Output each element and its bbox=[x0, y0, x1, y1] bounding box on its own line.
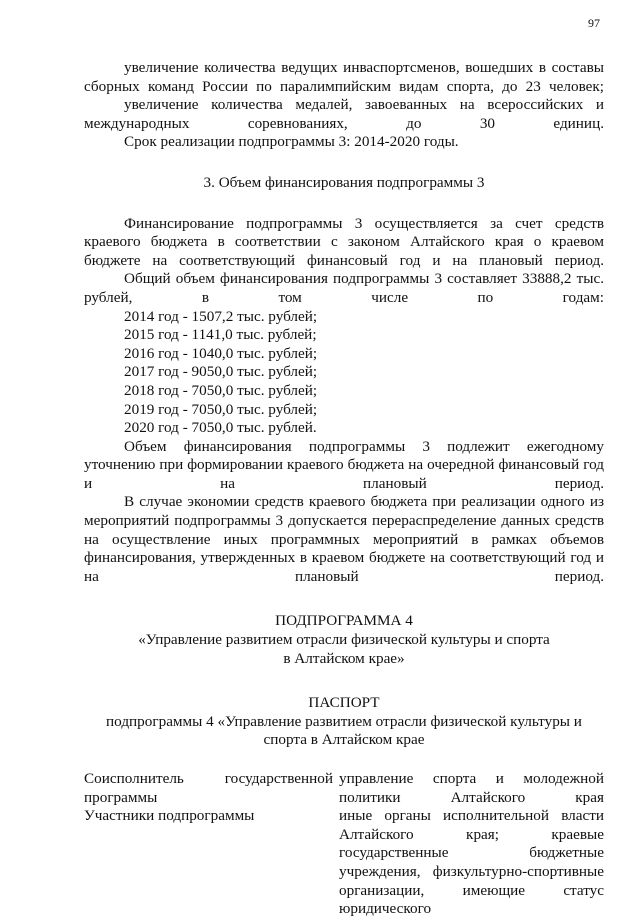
passport-table bbox=[84, 770, 604, 919]
passport-row-label: Соисполнитель государственной программы bbox=[84, 770, 333, 806]
year-list bbox=[84, 308, 604, 438]
year-item: 2016 год - 1040,0 тыс. рублей; bbox=[124, 344, 318, 362]
paragraph-invasport: увеличение количества ведущих инваспортсменов, вошедших в составы сборных команд России по паралимпийским видам спорта, до 23 человек; bbox=[84, 59, 604, 95]
passport-row-value: управление спорта и молодежной политики Алтайского края bbox=[339, 770, 604, 806]
subprogram-4-title-line1: «Управление развитием отрасли физической культуры и спорта bbox=[138, 631, 550, 649]
paragraph-term: Срок реализации подпрограммы 3: 2014-2020 годы. bbox=[124, 133, 459, 151]
paragraph-savings: В случае экономии средств краевого бюджета при реализации одного из мероприятий подпрограммы 3 допускается перераспределение данных средств на осуществление иных программных мероприятий в рамках объемов финансирования, утвержденных в краевом бюджете на соответствующий год и на плановый период. bbox=[84, 493, 604, 585]
passport-row-label: Участники подпрограммы bbox=[84, 807, 255, 825]
passport-row-value: иные органы исполнительной власти Алтайского края; краевые государственные бюджетные учреждения, физкультурно-спортивные организации, имеющие статус юридического bbox=[339, 807, 604, 918]
year-item: 2018 год - 7050,0 тыс. рублей; bbox=[124, 381, 318, 399]
year-item: 2015 год - 1141,0 тыс. рублей; bbox=[124, 326, 317, 344]
year-item: 2019 год - 7050,0 тыс. рублей; bbox=[124, 400, 318, 418]
subprogram-4-title-line2: в Алтайском крае» bbox=[283, 649, 405, 667]
paragraph-annual-update: Объем финансирования подпрограммы 3 подлежит ежегодному уточнению при формировании краевого бюджета на очередной финансовый год и на плановый период. bbox=[84, 437, 604, 492]
document-body bbox=[84, 59, 604, 919]
paragraph-financing-source: Финансирование подпрограммы 3 осуществляется за счет средств краевого бюджета в соответствии с законом Алтайского края о краевом бюджете на соответствующий финансовый год и на плановый период. bbox=[84, 214, 604, 269]
paragraph-medals: увеличение количества медалей, завоеванных на всероссийских и международных соревнованиях, до 30 единиц. bbox=[84, 96, 604, 132]
passport-subtitle-line2: спорта в Алтайском крае bbox=[263, 731, 425, 749]
year-item: 2020 год - 7050,0 тыс. рублей. bbox=[124, 419, 317, 437]
paragraph-total-volume: Общий объем финансирования подпрограммы 3 составляет 33888,2 тыс. рублей, в том числе по годам: bbox=[84, 270, 604, 306]
year-item: 2017 год - 9050,0 тыс. рублей; bbox=[124, 363, 318, 381]
year-item: 2014 год - 1507,2 тыс. рублей; bbox=[124, 307, 318, 325]
page-number: 97 bbox=[588, 16, 600, 30]
subprogram-4-heading: ПОДПРОГРАММА 4 bbox=[275, 612, 413, 630]
passport-subtitle-line1: подпрограммы 4 «Управление развитием отрасли физической культуры и bbox=[106, 712, 582, 730]
passport-heading: ПАСПОРТ bbox=[308, 694, 380, 712]
section-3-title: 3. Объем финансирования подпрограммы 3 bbox=[203, 173, 485, 191]
